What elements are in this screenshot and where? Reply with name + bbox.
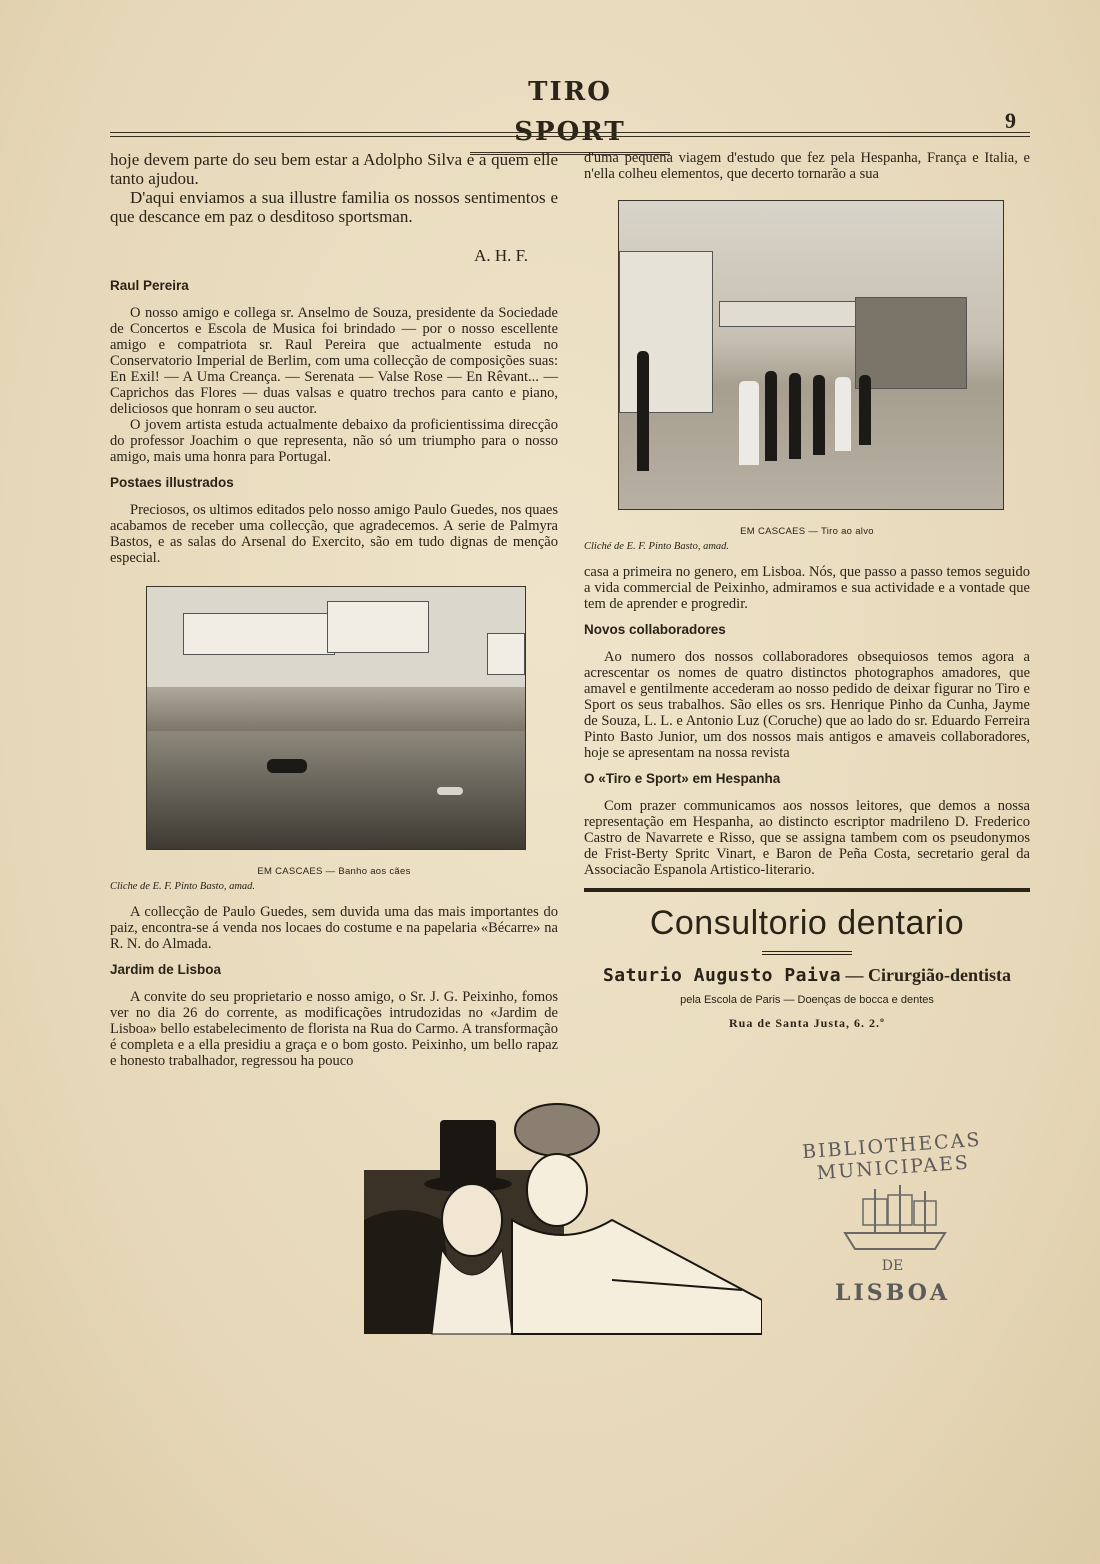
intro-paragraph-1: hoje devem parte do seu bem estar a Adolpho Silva e a quem elle tanto ajudou. — [110, 150, 558, 188]
colleccao-paragraph: A collecção de Paulo Guedes, sem duvida uma das mais importantes do paiz, encontra-se á venda nos locaes do costume e na papelaria «Bécarre» na R. N. do Almada. — [110, 904, 558, 952]
advertisement-dentist — [584, 965, 1030, 986]
stamp-city-text: LISBOA — [835, 1280, 950, 1306]
advertisement — [584, 904, 1030, 1031]
page-number: 9 — [1005, 108, 1016, 133]
heading-raul-pereira: Raul Pereira — [110, 278, 189, 293]
masthead — [470, 72, 670, 147]
heading-postaes: Postaes illustrados — [110, 475, 234, 490]
postaes-paragraph: Preciosos, os ultimos editados pelo nosso amigo Paulo Guedes, nos quaes acabamos de receber uma collecção, que agradecemos. A serie de Palmyra Bastos, e as salas do Arsenal do Exercito, são em tudo dignas de menção especial. — [110, 502, 558, 566]
header-rule — [110, 132, 1030, 137]
advertisement-divider — [762, 951, 852, 955]
continued-paragraph-1: d'uma pequena viagem d'estudo que fez pela Hespanha, França e Italia, e n'ella colheu elementos, que decerto tornarão a sua — [584, 150, 1030, 182]
right-column — [584, 150, 1030, 1031]
advertisement-address: Rua de Santa Justa, 6. 2.º — [729, 1016, 885, 1030]
photo-caption-right: EM CASCAES — Tiro ao alvo — [740, 526, 874, 537]
photo-banho-aos-caes — [146, 586, 526, 850]
hespanha-paragraph: Com prazer communicamos aos nossos leitores, que demos a nossa representação em Hespanha, ao distincto escriptor madrileno D. Frederico Castro de Navarrete e Risso, que se assigna tambem com os pseudonymos de Frist-Berty Spritc Vinart, e Baron de Peña Costa, secretario geral da Associacão Espanola Artistico-literario. — [584, 798, 1030, 878]
left-column — [110, 150, 558, 1069]
heading-hespanha: O «Tiro e Sport» em Hespanha — [584, 771, 781, 786]
intro-paragraph-2: D'aqui enviamos a sua illustre familia os nossos sentimentos e que descance em paz o desditoso sportsman. — [110, 188, 558, 226]
heading-novos-collaboradores: Novos collaboradores — [584, 622, 726, 637]
woman-hat — [515, 1104, 599, 1156]
library-stamp — [775, 1128, 1010, 1306]
man-face — [442, 1184, 502, 1256]
photo-tiro-ao-alvo — [618, 200, 1004, 510]
photo-credit-left: Cliche de E. F. Pinto Basto, amad. — [110, 881, 256, 892]
top-hat — [440, 1120, 496, 1184]
stamp-de-text: DE — [881, 1258, 904, 1274]
masthead-logo: TIRO SPORT — [470, 72, 670, 155]
advertisement-title: Consultorio dentario — [649, 904, 965, 942]
woman-face — [527, 1154, 587, 1226]
stamp-arc-text: BIBLIOTHECAS MUNICIPAES — [801, 1128, 983, 1185]
jardim-paragraph: A convite do seu proprietario e nosso amigo, o Sr. J. G. Peixinho, fomos ver no dia 26 do corrente, as modificações intrudozidas no «Jardim de Lisboa» bello estabelecimento de florista na Rua do Carmo. A transformação é completa e a ella presidiu a graça e o bom gosto. Peixinho, um bello rapaz e honesto trabalhador, regressou ha pouco — [110, 989, 558, 1069]
advertisement-line: pela Escola de Paris — Doenças de bocca e dentes — [680, 994, 934, 1006]
signature: A. H. F. — [474, 246, 528, 265]
raul-paragraph-2: O jovem artista estuda actualmente debaixo da proficientissima direcção do professor Joachim o que representa, não só um triumpho para o nosso amigo, mais uma honra para Portugal. — [110, 417, 558, 465]
novos-paragraph: Ao numero dos nossos collaboradores obsequiosos temos agora a acrescentar os nomes de quatro distinctos photographos amadores, que amavel e gentilmente accederam ao nosso pedido de deixar figurar no Tiro e Sport os seus trabalhos. São elles os srs. Henrique Pinho da Cunha, Jayme de Souza, L. L. e Antonio Luz (Coruche) que ao lado do sr. Eduardo Ferreira Pinto Basto Junior, um dos nossos mais antigos e amaveis collaboradores, hoje se apresentam na nossa revista — [584, 649, 1030, 761]
heading-jardim-lisboa: Jardim de Lisboa — [110, 962, 222, 977]
photo-caption-left: EM CASCAES — Banho aos cães — [257, 866, 411, 877]
photo-credit-right: Cliché de E. F. Pinto Basto, amad. — [584, 541, 730, 552]
continued-paragraph-2: casa a primeira no genero, em Lisboa. Nós, que passo a passo temos seguido a vida commercial de Peixinho, admiramos e sua actividade e a vontade que tem de aprender e progredir. — [584, 564, 1030, 612]
ship-icon — [775, 1179, 1010, 1253]
raul-paragraph-1: O nosso amigo e collega sr. Anselmo de Souza, presidente da Sociedade de Concertos e Escola de Musica foi brindado — por o nosso escellente amigo e compatriota sr. Raul Pereira que actualmente estuda no Conservatorio Imperial de Berlim, com uma collecção de composições suas: En Exil! — A Uma Creança. — Serenata — Valse Rose — En Rêvant... — Caprichos das Flores — duas valsas e quatro trechos para canto e piano, deliciosos que honram o seu auctor. — [110, 305, 558, 417]
couple-illustration — [362, 1100, 762, 1336]
advertisement-rule — [584, 888, 1030, 892]
dentist-name: Saturio Augusto Paiva — [602, 965, 842, 986]
dentist-profession: — Cirurgião-dentista — [845, 965, 1012, 985]
